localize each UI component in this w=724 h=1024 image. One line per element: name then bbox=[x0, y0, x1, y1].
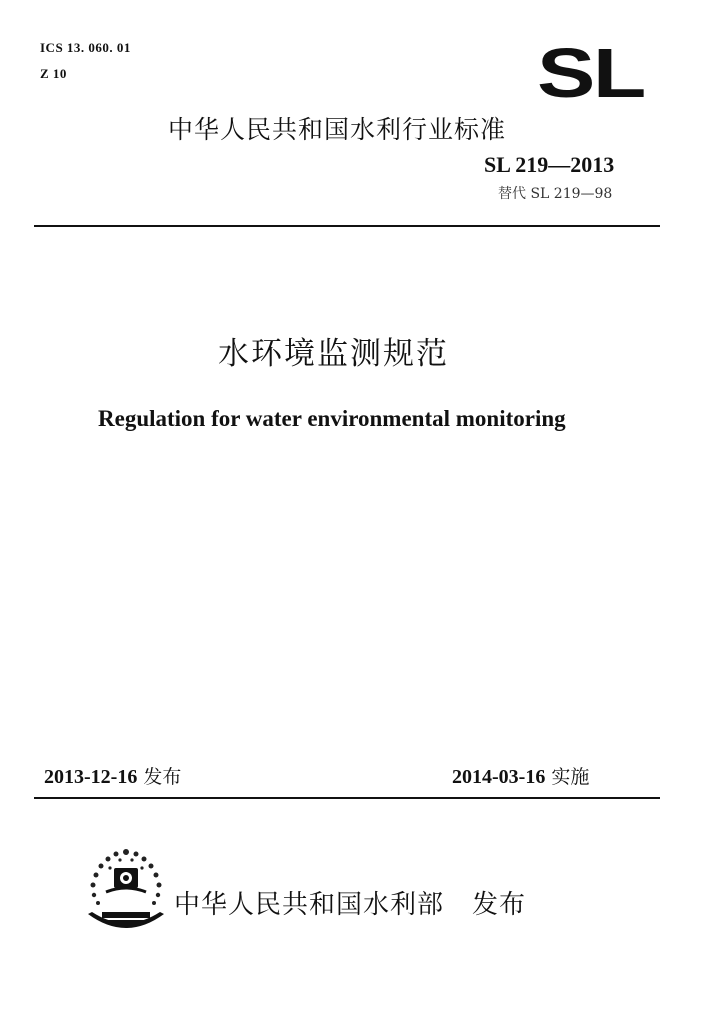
effective-date-line bbox=[452, 762, 589, 789]
effective-label: 实施 bbox=[551, 766, 590, 788]
ics-code: ICS 13. 060. 01 bbox=[40, 40, 131, 55]
replaces-standard: 替代 SL 219—98 bbox=[498, 186, 613, 202]
effective-date: 2014-03-16 bbox=[452, 766, 546, 788]
issued-label: 发布 bbox=[143, 766, 182, 788]
english-title: Regulation for water environmental monitoring bbox=[98, 406, 566, 431]
chinese-title: 水环境监测规范 bbox=[218, 336, 449, 372]
standard-number: SL 219—2013 bbox=[484, 152, 615, 177]
standard-category: 中华人民共和国水利行业标准 bbox=[168, 115, 507, 144]
bottom-divider bbox=[34, 797, 660, 799]
top-divider bbox=[34, 225, 660, 227]
publisher-line bbox=[174, 884, 526, 921]
publisher-action: 发布 bbox=[472, 890, 527, 920]
ministry-emblem bbox=[80, 842, 172, 938]
classification-code: Z 10 bbox=[40, 66, 67, 81]
publisher-name: 中华人民共和国水利部 bbox=[174, 890, 445, 920]
issued-date: 2013-12-16 bbox=[44, 766, 138, 788]
issued-date-line bbox=[44, 762, 181, 789]
sl-logo: SL bbox=[537, 34, 644, 112]
